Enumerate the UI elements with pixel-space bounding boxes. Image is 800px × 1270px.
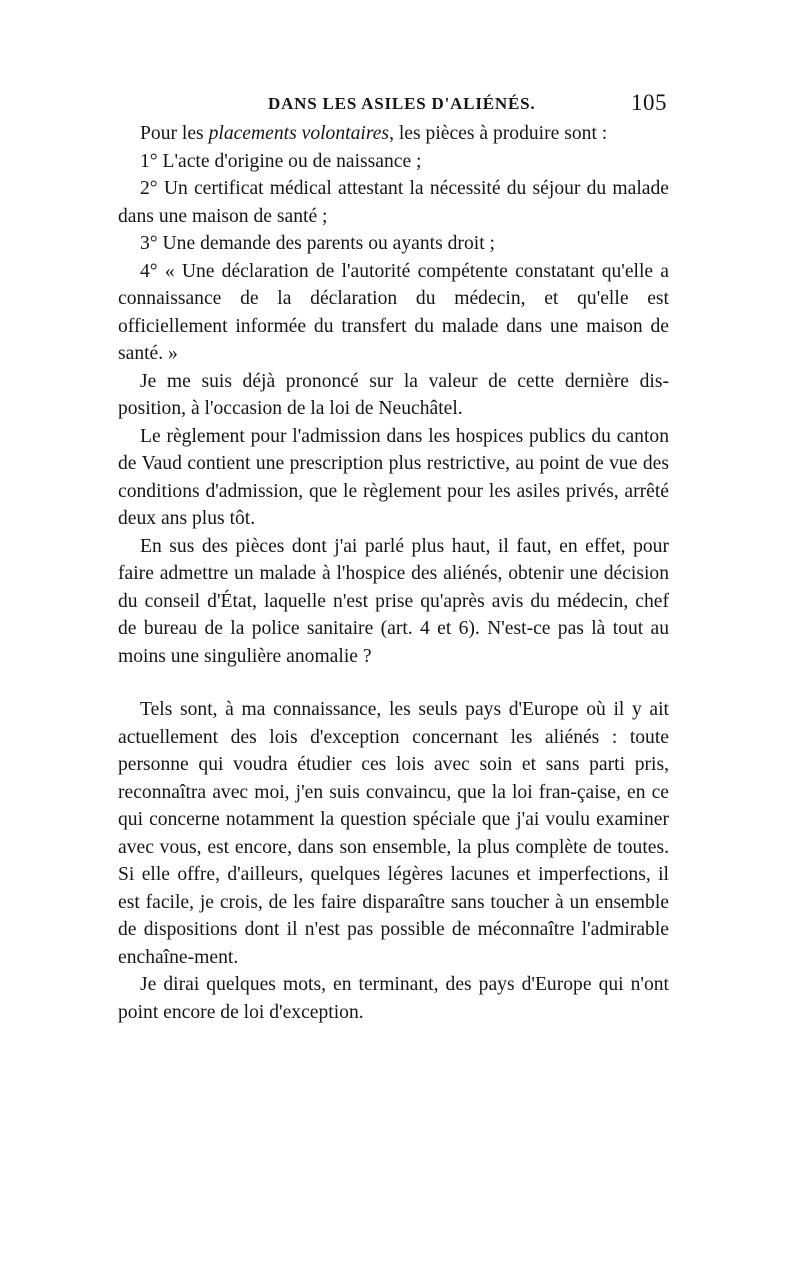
list-item-certificat-medical: 2° Un certificat médical attestant la nécessité du séjour du malade dans une maison de santé ; xyxy=(118,178,669,227)
list-item-declaration-autorite: 4° « Une déclaration de l'autorité compétente constatant qu'elle a connaissance de la déclaration du médecin, et qu'elle est officiellement informée du transfert du malade dans une maison de santé. » xyxy=(118,260,669,364)
paragraph-vaud-reglement: Le règlement pour l'admission dans les hospices publics du canton de Vaud contient une prescription plus restrictive, au point de vue des conditions d'admission, que le règlement pour les asiles privés, arrêté deux ans plus tôt. xyxy=(118,425,669,529)
running-head xyxy=(118,88,669,120)
list-item-acte-origine: 1° L'acte d'origine ou de naissance ; xyxy=(140,150,422,172)
paragraph-lois-exception: Tels sont, à ma connaissance, les seuls pays d'Europe où il y ait actuellement des lois d'exception concernant les aliénés : toute personne qui voudra étudier ces lois avec soin et sans parti pris, reconnaîtra avec moi, j'en suis convaincu, que la loi fran-çaise, en ce qui concerne notamment la question spéciale que j'ai voulu examiner avec vous, est encore, dans son ensemble, la plus complète de toutes. Si elle offre, d'ailleurs, quelques légères lacunes et imperfections, il est facile, je crois, de les faire disparaître sans toucher à un ensemble de dispositions dont il n'est pas possible de méconnaître l'admirable enchaîne-ment. xyxy=(118,699,669,968)
paragraph-conseil-etat: En sus des pièces dont j'ai parlé plus haut, il faut, en effet, pour faire admettre un malade à l'hospice des aliénés, obtenir une décision du conseil d'État, laquelle n'est prise qu'après avis du médecin, chef de bureau de la police sanitaire (art. 4 et 6). N'est-ce pas là tout au moins une singulière anomalie ? xyxy=(118,535,669,667)
paragraph-text: , les pièces à produire sont : xyxy=(389,123,608,144)
emphasis-text: placements volontaires xyxy=(208,123,390,144)
paragraph-neuchatel: Je me suis déjà prononcé sur la valeur de cette dernière dis-position, à l'occasion de la loi de Neuchâtel. xyxy=(118,370,669,419)
book-page xyxy=(118,88,669,1026)
running-title: DANS LES ASILES D'ALIÉNÉS. xyxy=(268,94,536,113)
paragraph-text: Pour les xyxy=(140,123,209,144)
body-text xyxy=(118,120,669,1026)
page-number: 105 xyxy=(631,90,667,115)
paragraph-placements-volontaires xyxy=(118,120,669,148)
list-item-demande-parents: 3° Une demande des parents ou ayants droit ; xyxy=(140,233,495,254)
paragraph-conclusion: Je dirai quelques mots, en terminant, des pays d'Europe qui n'ont point encore de loi d'exception. xyxy=(118,974,669,1023)
